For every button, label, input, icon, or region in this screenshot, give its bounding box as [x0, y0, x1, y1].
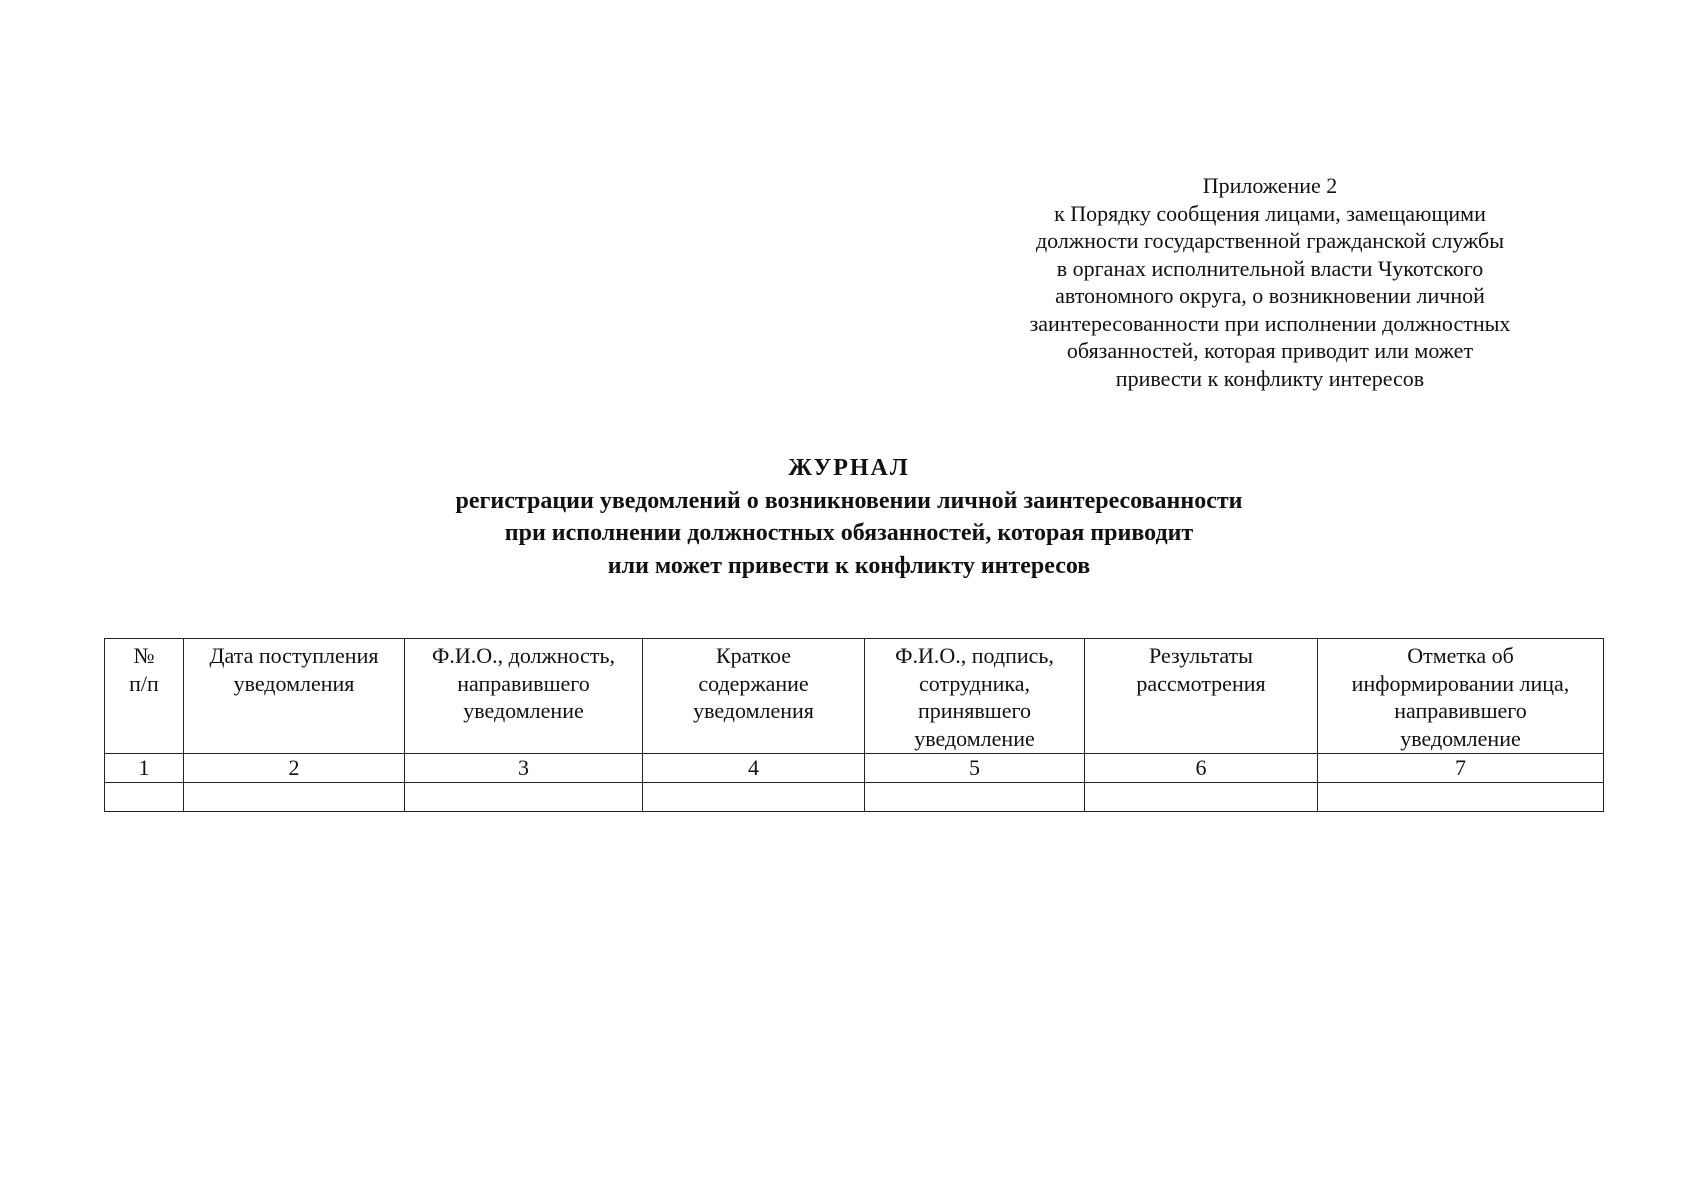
column-number-cell: 1 [105, 754, 184, 783]
header-text: Краткое [715, 643, 792, 668]
header-cell-notification-mark [1318, 639, 1604, 754]
header-cell-number [105, 639, 184, 754]
table-header-row [105, 639, 1604, 754]
header-text: Отметка об [1407, 643, 1514, 668]
table-row [105, 783, 1604, 812]
empty-cell [865, 783, 1085, 812]
header-cell-results [1085, 639, 1318, 754]
column-number-cell: 4 [643, 754, 865, 783]
header-text: информировании лица, [1351, 670, 1570, 696]
header-cell-receiver [865, 639, 1085, 754]
header-text: содержание [698, 670, 809, 696]
header-text: п/п [129, 670, 159, 696]
appendix-line: обязанностей, которая приводит или может [1066, 338, 1474, 363]
header-text: направившего [1394, 698, 1527, 723]
empty-cell [1318, 783, 1604, 812]
empty-cell [184, 783, 405, 812]
document-subtitle-line: регистрации уведомлений о возникновении личной заинтересованности [455, 487, 1243, 514]
empty-cell [1085, 783, 1318, 812]
appendix-line: привести к конфликту интересов [1115, 365, 1425, 391]
column-number-cell: 5 [865, 754, 1085, 783]
appendix-line: автономного округа, о возникновении личной [1055, 283, 1485, 308]
column-number-cell: 6 [1085, 754, 1318, 783]
header-text: уведомление [463, 698, 584, 723]
column-number-cell: 2 [184, 754, 405, 783]
header-cell-sender [405, 639, 643, 754]
header-text: принявшего [917, 698, 1031, 723]
header-text: уведомление [914, 725, 1035, 751]
column-number-row [105, 754, 1604, 783]
header-cell-summary [643, 639, 865, 754]
column-number-cell: 7 [1318, 754, 1604, 783]
header-text: Ф.И.О., должность, [432, 643, 615, 668]
header-text: Результаты [1149, 643, 1253, 668]
document-title-block [300, 452, 1398, 582]
document-subtitle-line: или может привести к конфликту интересов [607, 552, 1091, 579]
header-text: уведомление [1400, 725, 1521, 751]
empty-cell [105, 783, 184, 812]
header-text: Ф.И.О., подпись, [895, 643, 1054, 668]
empty-cell [405, 783, 643, 812]
appendix-block [960, 172, 1580, 392]
header-text: рассмотрения [1136, 670, 1266, 696]
header-text: № [133, 643, 155, 668]
empty-cell [643, 783, 865, 812]
registration-journal-table [104, 638, 1604, 812]
appendix-line: в органах исполнительной власти Чукотского [1056, 255, 1484, 281]
header-text: уведомления [233, 670, 355, 696]
appendix-line: к Порядку сообщения лицами, замещающими [1054, 200, 1486, 226]
appendix-line: должности государственной гражданской службы [1035, 228, 1504, 253]
document-subtitle-line: при исполнении должностных обязанностей, которая приводит [504, 520, 1194, 546]
header-text: Дата поступления [209, 643, 379, 668]
column-number-cell: 3 [405, 754, 643, 783]
appendix-line: заинтересованности при исполнении должностных [1029, 310, 1511, 336]
document-title: ЖУРНАЛ [788, 455, 910, 481]
header-text: уведомления [693, 698, 814, 723]
appendix-line: Приложение 2 [1202, 173, 1338, 198]
header-text: направившего [457, 670, 590, 696]
header-cell-receipt-date [184, 639, 405, 754]
header-text: сотрудника, [918, 670, 1031, 696]
